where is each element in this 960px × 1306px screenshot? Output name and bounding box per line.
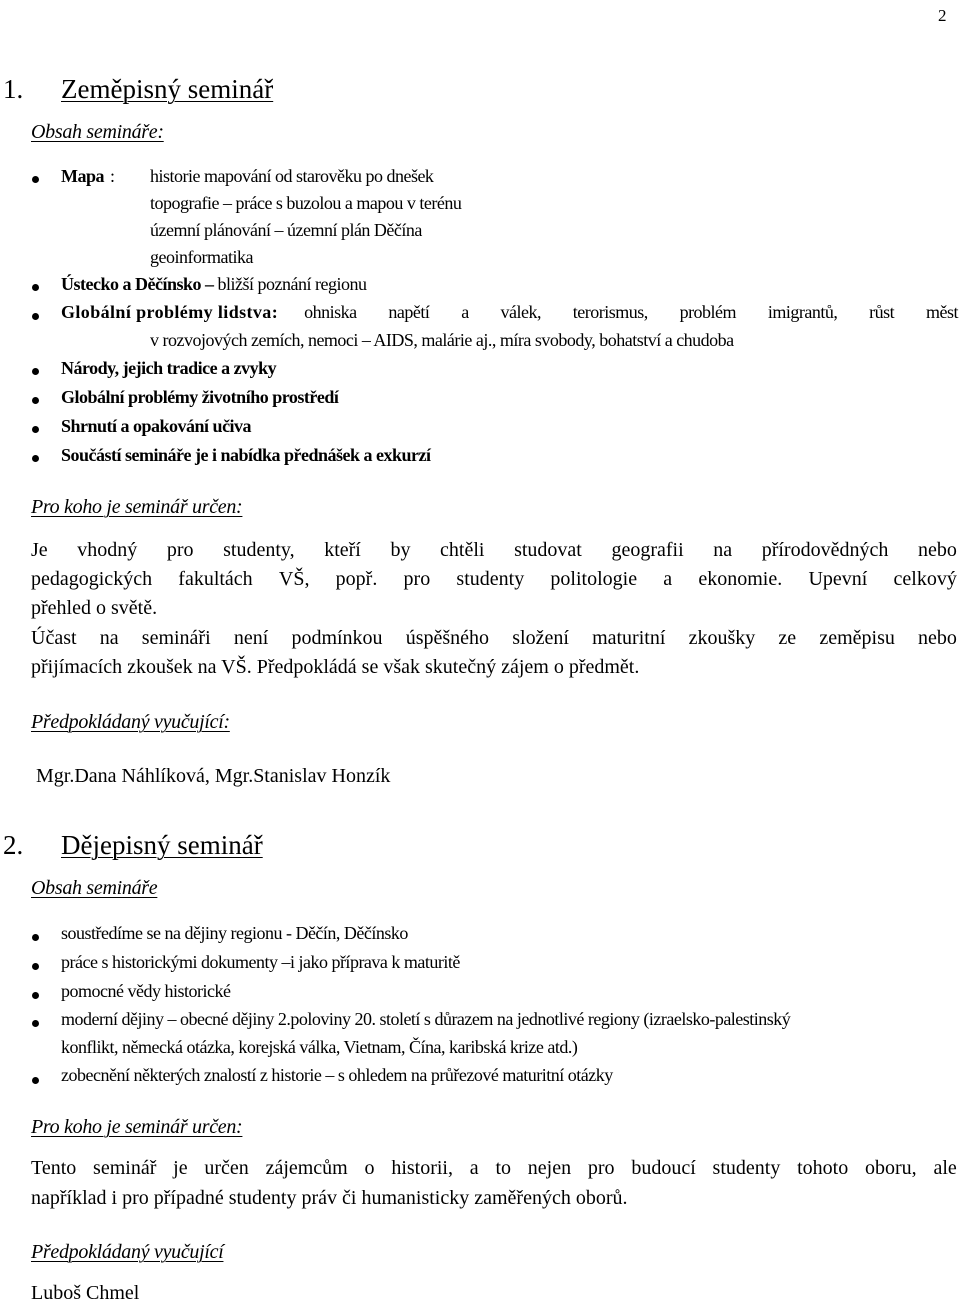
s1-item: Národy, jejich tradice a zvyky xyxy=(61,358,277,378)
s1-mapa-item: topografie – práce s buzolou a mapou v terénu xyxy=(150,193,462,213)
bullet-icon xyxy=(32,963,39,970)
s2-para-line1: Tento seminář je určen zájemcům o historii, a to nejen pro budoucí studenty tohoto oboru, ale xyxy=(31,1157,957,1179)
s2-pro-koho-heading: Pro koho je seminář určen: xyxy=(31,1116,243,1138)
s2-item: pomocné vědy historické xyxy=(61,981,231,1001)
s2-para-line2: například i pro případné studenty práv či humanisticky zaměřených oborů. xyxy=(31,1187,628,1209)
s2-item: práce s historickými dokumenty –i jako příprava k maturitě xyxy=(61,952,460,972)
s1-para2-line1: Účast na semináři není podmínkou úspěšného složení maturitní zkoušky ze zeměpisu nebo xyxy=(31,627,957,649)
s1-mapa-label: Mapa : xyxy=(61,166,115,186)
section-1-title: Zeměpisný seminář xyxy=(61,74,274,104)
s1-para2-line2: přijímacích zkoušek na VŠ. Předpokládá se však skutečný zájem o předmět. xyxy=(31,656,640,678)
s2-vyucujici-heading: Předpokládaný vyučující xyxy=(31,1241,224,1263)
s1-item: Shrnutí a opakování učiva xyxy=(61,416,252,436)
bullet-icon xyxy=(32,1077,39,1084)
s2-item-continued: konflikt, německá otázka, korejská válka, Vietnam, Čína, karibská krize atd.) xyxy=(61,1037,578,1057)
s1-obsah-heading: Obsah semináře: xyxy=(31,121,164,143)
s1-item: Součástí semináře je i nabídka přednášek a exkurzí xyxy=(61,445,431,465)
s1-vyucujici-heading: Předpokládaný vyučující: xyxy=(31,711,230,733)
bullet-icon xyxy=(32,1020,39,1027)
s1-mapa-item: územní plánování – územní plán Děčína xyxy=(150,220,422,240)
bullet-icon xyxy=(32,992,39,999)
s1-pro-koho-heading: Pro koho je seminář určen: xyxy=(31,496,243,518)
bullet-icon xyxy=(32,934,39,941)
s1-para1-line3: přehled o světě. xyxy=(31,597,158,619)
section-2-heading xyxy=(3,830,263,861)
section-1-heading xyxy=(3,74,273,105)
section-2-number: 2. xyxy=(3,830,24,860)
bullet-icon xyxy=(32,313,39,320)
s2-item: zobecnění některých znalostí z historie – s ohledem na průřezové maturitní otázky xyxy=(61,1065,613,1085)
s1-global-rest: ohniska napětí a válek, terorismus, problém imigrantů, růst měst xyxy=(304,302,958,322)
s1-global-item: Globální problémy lidstva: ohniska napětí a válek, terorismus, problém imigrantů, růst měst xyxy=(61,302,958,322)
s1-global-line2: v rozvojových zemích, nemoci – AIDS, malárie aj., míra svobody, bohatství a chudoba xyxy=(150,330,734,350)
s1-ustecko-item: Ústecko a Děčínsko – bližší poznání regionu xyxy=(61,274,367,294)
s2-item: soustředíme se na dějiny regionu - Děčín, Děčínsko xyxy=(61,923,408,943)
s2-item: moderní dějiny – obecné dějiny 2.poloviny 20. století s důrazem na jednotlivé regiony (izraelsko-palestinský xyxy=(61,1009,791,1029)
bullet-icon xyxy=(32,284,39,291)
bullet-icon xyxy=(32,176,39,183)
s1-item: Globální problémy životního prostředí xyxy=(61,387,339,407)
page-number: 2 xyxy=(938,6,947,25)
section-2-title: Dějepisný seminář xyxy=(61,830,263,860)
bullet-icon xyxy=(32,368,39,375)
s1-para1-line2: pedagogických fakultách VŠ, popř. pro studenty politologie a ekonomie. Upevní celkový xyxy=(31,568,957,590)
bullet-icon xyxy=(32,455,39,462)
s1-mapa-item: historie mapování od starověku po dnešek xyxy=(150,166,434,186)
section-1-number: 1. xyxy=(3,74,24,104)
s1-para1-line1: Je vhodný pro studenty, kteří by chtěli studovat geografii na přírodovědných nebo xyxy=(31,539,957,561)
s2-vyucujici-name: Luboš Chmel xyxy=(31,1282,140,1304)
bullet-icon xyxy=(32,397,39,404)
s1-mapa-item: geoinformatika xyxy=(150,247,253,267)
s2-obsah-heading: Obsah semináře xyxy=(31,877,158,899)
bullet-icon xyxy=(32,426,39,433)
s1-vyucujici-name: Mgr.Dana Náhlíková, Mgr.Stanislav Honzík xyxy=(36,765,391,787)
